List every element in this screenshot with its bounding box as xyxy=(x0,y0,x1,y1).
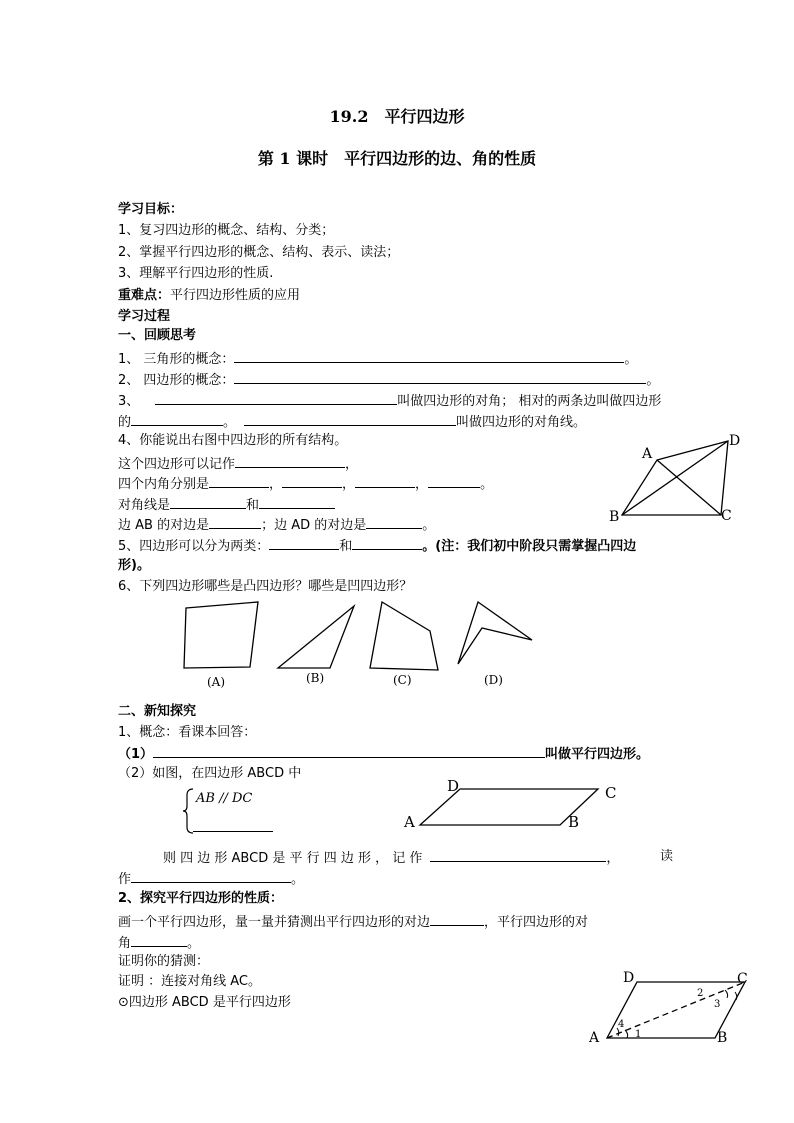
goal-item-3: 3、理解平行四边形的性质. xyxy=(118,266,274,281)
vertex-a: A xyxy=(642,446,653,462)
property-line2-suffix: 。 xyxy=(187,936,201,951)
pg-vertex-a: A xyxy=(404,813,415,831)
page-title: 19.2 平行四边形 xyxy=(329,107,465,126)
proof-line: 证明 ：连接对角线 AC。 xyxy=(118,974,262,989)
q3-line2-suffix: 叫做四边形的对角线。 xyxy=(456,415,587,430)
property-line1 xyxy=(118,912,588,932)
vertex-d: D xyxy=(729,433,741,449)
goals-heading: 学习目标： xyxy=(118,202,184,217)
key-text: 平行四边形性质的应用 xyxy=(170,288,301,303)
q4-opp-ab: 边 AB 的对边是 xyxy=(118,518,210,533)
shape-b-label: (B) xyxy=(306,671,325,685)
condition-2-blank[interactable] xyxy=(193,818,273,832)
q4-angle-blank-4[interactable] xyxy=(428,474,480,488)
angle-arc-2 xyxy=(725,990,728,998)
p1-suffix: 叫做平行四边形。 xyxy=(545,747,650,762)
q4-angle-blank-1[interactable] xyxy=(209,474,269,488)
q3-blank-2[interactable] xyxy=(131,412,223,426)
q5-note: 。(注：我们初中阶段只需掌握凸四边 xyxy=(422,539,637,554)
q3-line2-mid: 。 xyxy=(223,415,237,430)
read-prefix: 作 xyxy=(118,872,132,887)
property-heading: 2、探究平行四边形的性质： xyxy=(118,891,284,906)
q4-noted-suffix: ， xyxy=(345,457,359,472)
shape-d-label: (D) xyxy=(484,673,503,687)
goal-item-1: 1、复习四边形的概念、结构、分类； xyxy=(118,223,335,238)
angle-label-1: 1 xyxy=(635,1029,642,1040)
review-q4-intro: 4、你能说出右图中四边形的所有结构。 xyxy=(118,433,348,448)
proof-figure xyxy=(585,968,755,1048)
review-q4-angles xyxy=(118,474,493,494)
shapes-figure xyxy=(170,596,570,696)
q4-diag-blank-2[interactable] xyxy=(259,495,335,509)
property-blank-1[interactable] xyxy=(430,912,484,926)
q5-blank-2[interactable] xyxy=(352,536,422,550)
prove-guess: 证明你的猜测： xyxy=(118,954,210,969)
explore-p1 xyxy=(118,744,649,764)
q4-and: 和 xyxy=(246,498,260,513)
condition-1: AB // DC xyxy=(196,791,253,806)
proof-vertex-c: C xyxy=(737,971,748,987)
q1-suffix: 。 xyxy=(624,352,638,367)
key-points xyxy=(118,287,300,305)
condition-2 xyxy=(193,818,273,838)
review-q5 xyxy=(118,536,636,556)
read-blank[interactable] xyxy=(131,869,291,883)
q3-mid: 叫做四边形的对角； 相对的两条边叫做四边形 xyxy=(397,394,662,409)
q4-angle-blank-2[interactable] xyxy=(282,474,342,488)
q4-angle-blank-3[interactable] xyxy=(355,474,415,488)
proof-vertex-b: B xyxy=(717,1030,728,1046)
q3-blank-1[interactable] xyxy=(155,391,397,405)
q5-and: 和 xyxy=(339,539,353,554)
q3-line2-prefix: 的 xyxy=(118,415,132,430)
q3-blank-3[interactable] xyxy=(244,412,456,426)
property-blank-2[interactable] xyxy=(131,933,187,947)
review-q1 xyxy=(118,349,637,369)
review-heading: 一、回顾思考 xyxy=(118,328,197,343)
p1-blank[interactable] xyxy=(153,744,545,758)
proof-vertex-a: A xyxy=(589,1030,600,1046)
review-q2 xyxy=(118,370,659,390)
vertex-b: B xyxy=(609,509,620,525)
q2-suffix: 。 xyxy=(646,373,660,388)
shape-c xyxy=(370,602,438,670)
comma: ， xyxy=(269,477,283,492)
review-q4-diag xyxy=(118,495,335,515)
q4-diag-blank-1[interactable] xyxy=(170,495,246,509)
read-suffix: 。 xyxy=(291,872,305,887)
q4-diag-label: 对角线是 xyxy=(118,498,171,513)
comma: ， xyxy=(342,477,356,492)
angle-arc-1 xyxy=(625,1030,628,1038)
q4-opp-end: 。 xyxy=(422,518,436,533)
goal-item-2: 2、掌握平行四边形的概念、结构、表示、读法； xyxy=(118,245,400,260)
q4-opp-ad: ；边 AD 的对边是 xyxy=(261,518,367,533)
read-char: 读 xyxy=(660,849,674,864)
then-comma: ， xyxy=(606,851,620,866)
process-heading: 学习过程 xyxy=(118,309,171,324)
property-line1-mid: ，平行四边形的对 xyxy=(484,915,589,930)
q5-prefix: 5、四边形可以分为两类： xyxy=(118,539,270,554)
quadrilateral-figure xyxy=(600,428,750,528)
shape-b xyxy=(278,606,354,668)
pg-vertex-c: C xyxy=(605,784,617,802)
q1-blank[interactable] xyxy=(234,349,624,363)
q3-prefix: 3、 xyxy=(118,394,140,409)
shape-a-label: (A) xyxy=(207,675,226,689)
q4-opp-ab-blank[interactable] xyxy=(209,515,261,529)
shape-a xyxy=(184,602,258,668)
property-line2 xyxy=(118,933,200,953)
pg-vertex-d: D xyxy=(447,777,460,795)
q4-angles-label: 四个内角分别是 xyxy=(118,477,210,492)
then-prefix: 则 四 边 形 ABCD 是 平 行 四 边 形 ， 记 作 xyxy=(163,851,423,866)
comma: ， xyxy=(415,477,429,492)
angle-label-4: 4 xyxy=(618,1019,625,1030)
proof-vertex-d: D xyxy=(623,970,635,986)
pg-vertex-b: B xyxy=(568,813,580,831)
q5-note-cont: 形)。 xyxy=(118,558,150,573)
shape-c-label: (C) xyxy=(393,673,412,687)
review-q3-line2 xyxy=(118,412,586,432)
review-q4-noted xyxy=(118,454,358,474)
review-q6: 6、下列四边形哪些是凸四边形？哪些是凹四边形？ xyxy=(118,579,413,594)
period: 。 xyxy=(480,477,494,492)
property-line1-prefix: 画一个平行四边形，量一量并猜测出平行四边形的对边 xyxy=(118,915,431,930)
read-line xyxy=(118,869,304,889)
shape-d xyxy=(458,602,532,664)
parallelogram-figure xyxy=(400,775,630,835)
vertex-c: C xyxy=(721,508,732,524)
review-q3 xyxy=(118,391,661,411)
q2-prefix: 2、 四边形的概念： xyxy=(118,373,235,388)
p1-prefix: （1） xyxy=(118,747,154,762)
q1-prefix: 1、 三角形的概念： xyxy=(118,352,235,367)
quad-diagonal-bd xyxy=(622,441,728,515)
q4-noted-label: 这个四边形可以记作 xyxy=(118,457,236,472)
then-blank[interactable] xyxy=(430,848,606,862)
then-line xyxy=(163,848,619,868)
q2-blank[interactable] xyxy=(234,370,646,384)
property-line2-prefix: 角 xyxy=(118,936,132,951)
angle-label-3: 3 xyxy=(714,999,721,1010)
proof-since: ⊙四边形 ABCD 是平行四边形 xyxy=(118,995,291,1010)
q5-blank-1[interactable] xyxy=(269,536,339,550)
key-label: 重难点： xyxy=(118,288,171,303)
review-q4-opposite xyxy=(118,515,435,535)
explore-heading: 二、新知探究 xyxy=(118,704,197,719)
explore-p2: （2）如图，在四边形 ABCD 中 xyxy=(118,766,302,781)
page-subtitle: 第 1 课时 平行四边形的边、角的性质 xyxy=(257,149,537,168)
q4-opp-ad-blank[interactable] xyxy=(366,515,422,529)
angle-label-2: 2 xyxy=(697,988,704,999)
q4-noted-blank[interactable] xyxy=(235,454,345,468)
explore-concept: 1、概念：看课本回答： xyxy=(118,725,257,740)
